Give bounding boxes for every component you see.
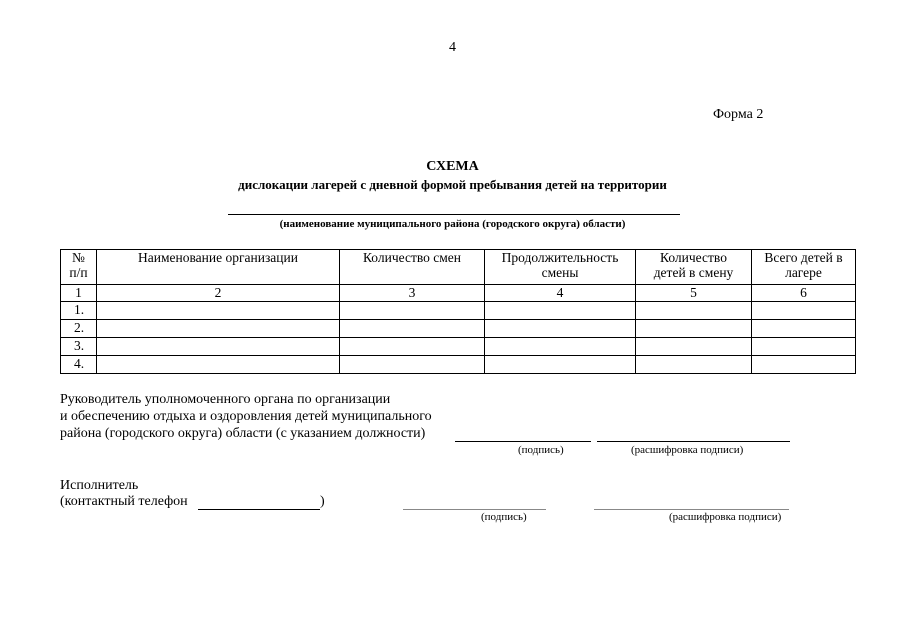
table-row — [61, 338, 856, 356]
column-number: 6 — [752, 285, 856, 302]
row-index: 1. — [61, 302, 97, 320]
header-total-children: Всего детей в лагере — [752, 250, 856, 285]
table-cell[interactable] — [485, 302, 636, 320]
table-cell[interactable] — [340, 320, 485, 338]
table-cell[interactable] — [340, 302, 485, 320]
table-cell[interactable] — [636, 338, 752, 356]
table-cell[interactable] — [340, 338, 485, 356]
table-cell[interactable] — [752, 338, 856, 356]
head-decoding-line[interactable] — [597, 441, 790, 442]
page-number: 4 — [449, 40, 456, 55]
document-subtitle: дислокации лагерей с дневной формой пребывания детей на территории — [238, 177, 667, 192]
table-cell[interactable] — [97, 338, 340, 356]
table-cell[interactable] — [485, 356, 636, 374]
table-row — [61, 302, 856, 320]
executor-label: Исполнитель — [60, 478, 139, 493]
table-cell[interactable] — [485, 338, 636, 356]
phone-fill-line[interactable] — [198, 509, 320, 510]
header-number: № п/п — [61, 250, 97, 285]
column-number: 5 — [636, 285, 752, 302]
head-title-line-1: Руководитель уполномоченного органа по организации — [60, 392, 391, 407]
executor-signature-line[interactable] — [403, 509, 546, 510]
table-cell[interactable] — [636, 356, 752, 374]
executor-phone-suffix: ) — [320, 494, 325, 509]
column-number: 4 — [485, 285, 636, 302]
executor-decoding-caption: (расшифровка подписи) — [669, 511, 782, 523]
executor-phone-prefix: (контактный телефон — [60, 494, 188, 509]
table-row — [61, 320, 856, 338]
table-cell[interactable] — [485, 320, 636, 338]
header-shift-duration: Продолжительность смены — [485, 250, 636, 285]
column-numbers-row — [61, 285, 856, 302]
table-cell[interactable] — [636, 320, 752, 338]
head-title-line-2: и обеспечению отдыха и оздоровления детей муниципального — [60, 409, 432, 424]
row-index: 3. — [61, 338, 97, 356]
row-index: 4. — [61, 356, 97, 374]
column-number: 3 — [340, 285, 485, 302]
header-children-per-shift: Количество детей в смену — [636, 250, 752, 285]
header-shift-count: Количество смен — [340, 250, 485, 285]
head-signature-caption: (подпись) — [518, 444, 564, 456]
table-row — [61, 356, 856, 374]
table-cell[interactable] — [97, 302, 340, 320]
head-decoding-caption: (расшифровка подписи) — [631, 444, 744, 456]
column-number: 2 — [97, 285, 340, 302]
row-index: 2. — [61, 320, 97, 338]
table-cell[interactable] — [97, 356, 340, 374]
document-title: СХЕМА — [426, 159, 479, 174]
column-number: 1 — [61, 285, 97, 302]
executor-signature-caption: (подпись) — [481, 511, 527, 523]
table-cell[interactable] — [97, 320, 340, 338]
form-label: Форма 2 — [713, 107, 764, 122]
table-cell[interactable] — [752, 302, 856, 320]
table-cell[interactable] — [752, 320, 856, 338]
head-signature-line[interactable] — [455, 441, 591, 442]
territory-caption: (наименование муниципального района (городского округа) области) — [279, 218, 626, 230]
table-cell[interactable] — [340, 356, 485, 374]
camps-table — [60, 249, 856, 374]
executor-decoding-line[interactable] — [594, 509, 789, 510]
table-cell[interactable] — [752, 356, 856, 374]
head-title-line-3: района (городского округа) области (с указанием должности) — [60, 426, 426, 441]
header-organization-name: Наименование организации — [97, 250, 340, 285]
territory-fill-line[interactable] — [228, 214, 680, 215]
table-cell[interactable] — [636, 302, 752, 320]
